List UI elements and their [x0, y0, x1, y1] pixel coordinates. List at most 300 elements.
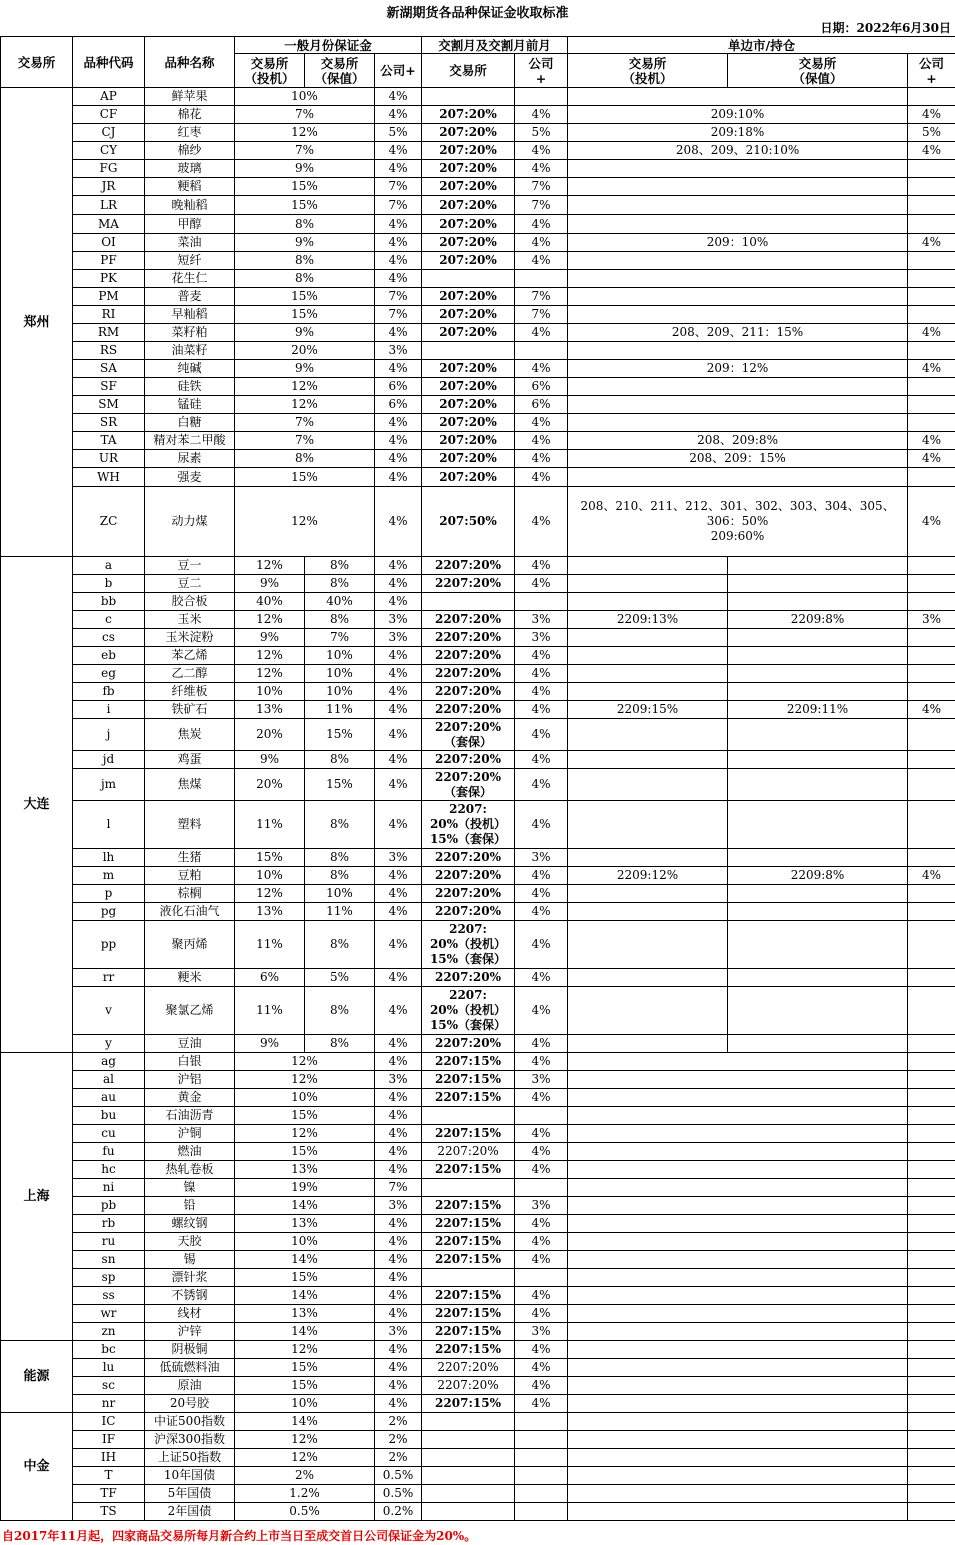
product-name: 5年国债 — [145, 1485, 235, 1503]
product-code: i — [73, 701, 145, 719]
table-row — [1, 378, 955, 396]
product-name: 纤维板 — [145, 683, 235, 701]
delivery-exchange-margin — [422, 593, 515, 611]
company-add-margin: 7% — [375, 178, 422, 196]
product-name: 线材 — [145, 1305, 235, 1323]
exchange-spec-margin: 40% — [235, 593, 305, 611]
delivery-company-add: 4% — [515, 1161, 568, 1179]
table-row — [1, 450, 955, 468]
product-name: 豆一 — [145, 557, 235, 575]
product-code: TA — [73, 432, 145, 450]
single-side-company-add — [908, 719, 955, 751]
exchange-margin: 13% — [235, 1161, 375, 1179]
table-row — [1, 611, 955, 629]
product-name: 菜籽粕 — [145, 324, 235, 342]
product-code: pp — [73, 921, 145, 969]
single-side-margin — [568, 1287, 908, 1305]
delivery-company-add: 4% — [515, 215, 568, 234]
product-name: 尿素 — [145, 450, 235, 468]
single-side-company-add — [908, 1089, 955, 1107]
product-name: 玉米淀粉 — [145, 629, 235, 647]
company-add-margin: 4% — [375, 252, 422, 270]
exchange-margin: 8% — [235, 215, 375, 234]
product-code: j — [73, 719, 145, 751]
exchange-spec-margin: 6% — [235, 969, 305, 987]
product-code: v — [73, 987, 145, 1035]
table-row — [1, 1431, 955, 1449]
single-side-hedge — [728, 801, 908, 849]
table-row — [1, 1233, 955, 1251]
delivery-exchange-margin: 2207:15% — [422, 1233, 515, 1251]
product-code: b — [73, 575, 145, 593]
product-name: 沪铝 — [145, 1071, 235, 1089]
table-row — [1, 1179, 955, 1197]
delivery-exchange-margin: 207:20% — [422, 252, 515, 270]
exchange-margin: 15% — [235, 178, 375, 196]
single-side-company-add — [908, 647, 955, 665]
company-add-margin: 6% — [375, 396, 422, 414]
company-add-margin: 4% — [375, 1269, 422, 1287]
exchange-spec-margin: 20% — [235, 719, 305, 751]
single-side-margin — [568, 468, 908, 487]
single-side-company-add — [908, 801, 955, 849]
delivery-company-add: 3% — [515, 1071, 568, 1089]
exchange-margin: 20% — [235, 342, 375, 360]
single-side-spec — [568, 1035, 728, 1053]
company-add-margin: 3% — [375, 611, 422, 629]
delivery-company-add: 4% — [515, 575, 568, 593]
table-row — [1, 324, 955, 342]
delivery-exchange-margin: 2207:20% — [422, 969, 515, 987]
single-side-margin — [568, 1107, 908, 1125]
single-side-spec: 2209:12% — [568, 867, 728, 885]
product-name: 沪锌 — [145, 1323, 235, 1341]
single-side-company-add — [908, 1269, 955, 1287]
exchange-margin: 10% — [235, 88, 375, 106]
exchange-margin: 7% — [235, 106, 375, 124]
table-row — [1, 270, 955, 288]
exchange-spec-margin: 9% — [235, 629, 305, 647]
delivery-company-add: 4% — [515, 432, 568, 450]
single-side-spec — [568, 719, 728, 751]
single-side-margin: 209:10% — [568, 106, 908, 124]
delivery-company-add: 4% — [515, 557, 568, 575]
exchange-hedge-margin: 10% — [305, 665, 375, 683]
exchange-margin: 7% — [235, 142, 375, 160]
product-code: lh — [73, 849, 145, 867]
delivery-exchange-margin: 2207: 20%（投机） 15%（套保） — [422, 801, 515, 849]
delivery-company-add: 4% — [515, 142, 568, 160]
delivery-company-add: 4% — [515, 1395, 568, 1413]
product-code: eg — [73, 665, 145, 683]
exchange-spec-margin: 13% — [235, 701, 305, 719]
single-side-margin — [568, 1251, 908, 1269]
product-name: 上证50指数 — [145, 1449, 235, 1467]
company-add-margin: 4% — [375, 1035, 422, 1053]
single-side-margin — [568, 1269, 908, 1287]
company-add-margin: 4% — [375, 665, 422, 683]
single-side-hedge — [728, 629, 908, 647]
product-name: 硅铁 — [145, 378, 235, 396]
product-name: 鲜苹果 — [145, 88, 235, 106]
product-name: 短纤 — [145, 252, 235, 270]
table-row — [1, 1287, 955, 1305]
single-side-company-add — [908, 1485, 955, 1503]
single-side-hedge — [728, 969, 908, 987]
delivery-company-add: 3% — [515, 849, 568, 867]
delivery-company-add: 4% — [515, 1287, 568, 1305]
delivery-exchange-margin: 2207:20% — [422, 665, 515, 683]
single-side-hedge: 2209:11% — [728, 701, 908, 719]
single-side-company-add: 3% — [908, 611, 955, 629]
delivery-exchange-margin: 2207:20% — [422, 885, 515, 903]
company-add-margin: 4% — [375, 487, 422, 557]
company-add-margin: 4% — [375, 867, 422, 885]
company-add-margin: 4% — [375, 801, 422, 849]
table-row — [1, 903, 955, 921]
product-name: 豆油 — [145, 1035, 235, 1053]
company-add-margin: 3% — [375, 629, 422, 647]
product-code: sn — [73, 1251, 145, 1269]
delivery-exchange-margin: 207:20% — [422, 414, 515, 432]
delivery-exchange-margin: 2207:20% — [422, 1377, 515, 1395]
single-side-company-add — [908, 1323, 955, 1341]
product-name: 动力煤 — [145, 487, 235, 557]
single-side-company-add — [908, 575, 955, 593]
single-side-company-add — [908, 215, 955, 234]
delivery-exchange-margin: 2207:20% — [422, 903, 515, 921]
table-row — [1, 142, 955, 160]
single-side-spec — [568, 849, 728, 867]
delivery-company-add — [515, 1107, 568, 1125]
delivery-exchange-margin: 207:20% — [422, 234, 515, 252]
delivery-exchange-margin: 207:20% — [422, 288, 515, 306]
delivery-exchange-margin: 2207:15% — [422, 1089, 515, 1107]
table-row — [1, 487, 955, 557]
delivery-exchange-margin: 2207:15% — [422, 1215, 515, 1233]
delivery-company-add: 6% — [515, 396, 568, 414]
company-add-margin: 4% — [375, 1233, 422, 1251]
delivery-exchange-margin: 2207:15% — [422, 1197, 515, 1215]
table-row — [1, 234, 955, 252]
product-name: 沪深300指数 — [145, 1431, 235, 1449]
exchange-hedge-margin: 8% — [305, 751, 375, 769]
delivery-exchange-margin: 2207:15% — [422, 1251, 515, 1269]
product-name: 早籼稻 — [145, 306, 235, 324]
single-side-hedge — [728, 683, 908, 701]
header-name: 品种名称 — [145, 37, 235, 88]
company-add-margin: 4% — [375, 987, 422, 1035]
company-add-margin: 4% — [375, 575, 422, 593]
exchange-margin: 14% — [235, 1251, 375, 1269]
company-add-margin: 0.5% — [375, 1467, 422, 1485]
company-add-margin: 4% — [375, 432, 422, 450]
exchange-margin: 15% — [235, 1143, 375, 1161]
single-side-company-add — [908, 903, 955, 921]
company-add-margin: 3% — [375, 1323, 422, 1341]
exchange-spec-margin: 11% — [235, 921, 305, 969]
single-side-spec — [568, 969, 728, 987]
table-row — [1, 1107, 955, 1125]
product-code: ss — [73, 1287, 145, 1305]
header-code: 品种代码 — [73, 37, 145, 88]
single-side-margin — [568, 1323, 908, 1341]
company-add-margin: 4% — [375, 1341, 422, 1359]
single-side-company-add: 5% — [908, 124, 955, 142]
product-name: 鸡蛋 — [145, 751, 235, 769]
delivery-exchange-margin: 2207:20% — [422, 1035, 515, 1053]
product-name: 白糖 — [145, 414, 235, 432]
single-side-company-add — [908, 1431, 955, 1449]
product-code: OI — [73, 234, 145, 252]
delivery-company-add — [515, 1503, 568, 1521]
exchange-spec-margin: 12% — [235, 611, 305, 629]
single-side-margin — [568, 1377, 908, 1395]
company-add-margin: 4% — [375, 1287, 422, 1305]
company-add-margin: 4% — [375, 88, 422, 106]
table-row — [1, 1053, 955, 1071]
delivery-exchange-margin — [422, 1107, 515, 1125]
company-add-margin: 4% — [375, 142, 422, 160]
single-side-margin — [568, 1359, 908, 1377]
product-name: 聚氯乙烯 — [145, 987, 235, 1035]
company-add-margin: 7% — [375, 306, 422, 324]
product-name: 棉纱 — [145, 142, 235, 160]
product-name: 螺纹钢 — [145, 1215, 235, 1233]
exchange-margin: 0.5% — [235, 1503, 375, 1521]
product-code: zn — [73, 1323, 145, 1341]
delivery-company-add — [515, 1485, 568, 1503]
single-side-company-add — [908, 665, 955, 683]
company-add-margin: 4% — [375, 683, 422, 701]
delivery-company-add: 4% — [515, 801, 568, 849]
exchange-spec-margin: 11% — [235, 801, 305, 849]
single-side-company-add: 4% — [908, 142, 955, 160]
exchange-margin: 13% — [235, 1305, 375, 1323]
company-add-margin: 4% — [375, 1089, 422, 1107]
table-row — [1, 1215, 955, 1233]
table-row — [1, 360, 955, 378]
single-side-margin — [568, 1305, 908, 1323]
delivery-exchange-margin: 2207:20% — [422, 701, 515, 719]
table-row — [1, 196, 955, 215]
single-side-company-add — [908, 1287, 955, 1305]
product-name: 铅 — [145, 1197, 235, 1215]
single-side-margin — [568, 178, 908, 196]
single-side-spec — [568, 683, 728, 701]
single-side-company-add — [908, 270, 955, 288]
single-side-company-add — [908, 306, 955, 324]
delivery-exchange-margin — [422, 1179, 515, 1197]
delivery-exchange-margin: 207:20% — [422, 106, 515, 124]
delivery-company-add: 4% — [515, 769, 568, 801]
product-code: PM — [73, 288, 145, 306]
delivery-exchange-margin — [422, 1431, 515, 1449]
single-side-hedge — [728, 903, 908, 921]
company-add-margin: 7% — [375, 196, 422, 215]
product-code: PF — [73, 252, 145, 270]
delivery-exchange-margin: 207:20% — [422, 306, 515, 324]
table-row — [1, 160, 955, 178]
exchange-margin: 12% — [235, 487, 375, 557]
product-code: PK — [73, 270, 145, 288]
exchange-margin: 12% — [235, 1341, 375, 1359]
single-side-company-add — [908, 769, 955, 801]
delivery-exchange-margin: 207:20% — [422, 378, 515, 396]
delivery-company-add — [515, 1467, 568, 1485]
single-side-margin — [568, 270, 908, 288]
single-side-company-add — [908, 921, 955, 969]
product-name: 粳米 — [145, 969, 235, 987]
delivery-company-add — [515, 593, 568, 611]
company-add-margin: 3% — [375, 849, 422, 867]
exchange-hedge-margin: 10% — [305, 647, 375, 665]
delivery-company-add: 4% — [515, 665, 568, 683]
single-side-hedge — [728, 987, 908, 1035]
delivery-company-add: 4% — [515, 252, 568, 270]
product-name: 焦炭 — [145, 719, 235, 751]
exchange-hedge-margin: 8% — [305, 801, 375, 849]
delivery-company-add: 4% — [515, 1143, 568, 1161]
company-add-margin: 4% — [375, 1053, 422, 1071]
single-side-margin: 209：10% — [568, 234, 908, 252]
single-side-margin — [568, 396, 908, 414]
exchange-hedge-margin: 8% — [305, 867, 375, 885]
single-side-margin — [568, 1413, 908, 1431]
exchange-zj: 中金 — [1, 1413, 73, 1521]
single-side-company-add — [908, 1161, 955, 1179]
product-name: 粳稻 — [145, 178, 235, 196]
product-name: 菜油 — [145, 234, 235, 252]
company-add-margin: 4% — [375, 1305, 422, 1323]
company-add-margin: 4% — [375, 1251, 422, 1269]
product-name: 黄金 — [145, 1089, 235, 1107]
table-row — [1, 1395, 955, 1413]
delivery-exchange-margin: 2207:20% （套保） — [422, 719, 515, 751]
company-add-margin: 4% — [375, 885, 422, 903]
company-add-margin: 4% — [375, 647, 422, 665]
single-side-hedge — [728, 647, 908, 665]
exchange-hedge-margin: 5% — [305, 969, 375, 987]
single-side-company-add — [908, 1179, 955, 1197]
single-side-company-add — [908, 1377, 955, 1395]
single-side-margin — [568, 1071, 908, 1089]
single-side-hedge — [728, 719, 908, 751]
company-add-margin: 4% — [375, 1107, 422, 1125]
company-add-margin: 2% — [375, 1449, 422, 1467]
product-code: RS — [73, 342, 145, 360]
exchange-spec-margin: 10% — [235, 683, 305, 701]
company-add-margin: 3% — [375, 1197, 422, 1215]
single-side-margin — [568, 88, 908, 106]
table-row — [1, 801, 955, 849]
company-add-margin: 4% — [375, 160, 422, 178]
product-name: 镍 — [145, 1179, 235, 1197]
product-code: ni — [73, 1179, 145, 1197]
exchange-margin: 14% — [235, 1197, 375, 1215]
delivery-exchange-margin: 2207:20% （套保） — [422, 769, 515, 801]
company-add-margin: 4% — [375, 1359, 422, 1377]
single-side-margin — [568, 342, 908, 360]
delivery-company-add: 4% — [515, 1251, 568, 1269]
exchange-spec-margin: 9% — [235, 575, 305, 593]
table-row — [1, 1467, 955, 1485]
delivery-company-add — [515, 1431, 568, 1449]
exchange-hedge-margin: 8% — [305, 921, 375, 969]
delivery-company-add: 4% — [515, 1359, 568, 1377]
product-name: 阴极铜 — [145, 1341, 235, 1359]
company-add-margin: 4% — [375, 414, 422, 432]
table-row — [1, 701, 955, 719]
company-add-margin: 3% — [375, 1071, 422, 1089]
product-name: 沪铜 — [145, 1125, 235, 1143]
product-name: 原油 — [145, 1377, 235, 1395]
table-row — [1, 1125, 955, 1143]
exchange-margin: 9% — [235, 360, 375, 378]
exchange-margin: 7% — [235, 432, 375, 450]
product-name: 玻璃 — [145, 160, 235, 178]
product-name: 精对苯二甲酸 — [145, 432, 235, 450]
single-side-company-add: 4% — [908, 432, 955, 450]
single-side-company-add — [908, 885, 955, 903]
delivery-exchange-margin: 2207:20% — [422, 575, 515, 593]
product-code: ZC — [73, 487, 145, 557]
exchange-hedge-margin: 10% — [305, 885, 375, 903]
product-code: pb — [73, 1197, 145, 1215]
exchange-hedge-margin: 10% — [305, 683, 375, 701]
product-name: 花生仁 — [145, 270, 235, 288]
product-name: 2年国债 — [145, 1503, 235, 1521]
delivery-exchange-margin — [422, 1485, 515, 1503]
single-side-margin — [568, 252, 908, 270]
product-name: 豆粕 — [145, 867, 235, 885]
delivery-exchange-margin: 2207:20% — [422, 557, 515, 575]
single-side-company-add — [908, 849, 955, 867]
exchange-hedge-margin: 11% — [305, 903, 375, 921]
table-row — [1, 215, 955, 234]
single-side-company-add — [908, 414, 955, 432]
table-row — [1, 342, 955, 360]
single-side-margin — [568, 215, 908, 234]
table-row — [1, 396, 955, 414]
product-code: a — [73, 557, 145, 575]
product-name: 棉花 — [145, 106, 235, 124]
product-code: bc — [73, 1341, 145, 1359]
exchange-hedge-margin: 8% — [305, 575, 375, 593]
product-name: 强麦 — [145, 468, 235, 487]
table-row — [1, 867, 955, 885]
delivery-exchange-margin — [422, 342, 515, 360]
exchange-margin: 15% — [235, 306, 375, 324]
single-side-spec — [568, 885, 728, 903]
exchange-margin: 15% — [235, 1359, 375, 1377]
exchange-margin: 10% — [235, 1395, 375, 1413]
product-code: hc — [73, 1161, 145, 1179]
company-add-margin: 4% — [375, 1161, 422, 1179]
delivery-exchange-margin — [422, 270, 515, 288]
delivery-exchange-margin — [422, 1269, 515, 1287]
product-name: 聚丙烯 — [145, 921, 235, 969]
delivery-exchange-margin: 207:20% — [422, 160, 515, 178]
table-row — [1, 288, 955, 306]
single-side-company-add — [908, 557, 955, 575]
exchange-margin: 14% — [235, 1287, 375, 1305]
delivery-exchange-margin: 207:20% — [422, 450, 515, 468]
table-row — [1, 885, 955, 903]
exchange-margin: 9% — [235, 234, 375, 252]
delivery-company-add: 7% — [515, 288, 568, 306]
company-add-margin: 2% — [375, 1431, 422, 1449]
